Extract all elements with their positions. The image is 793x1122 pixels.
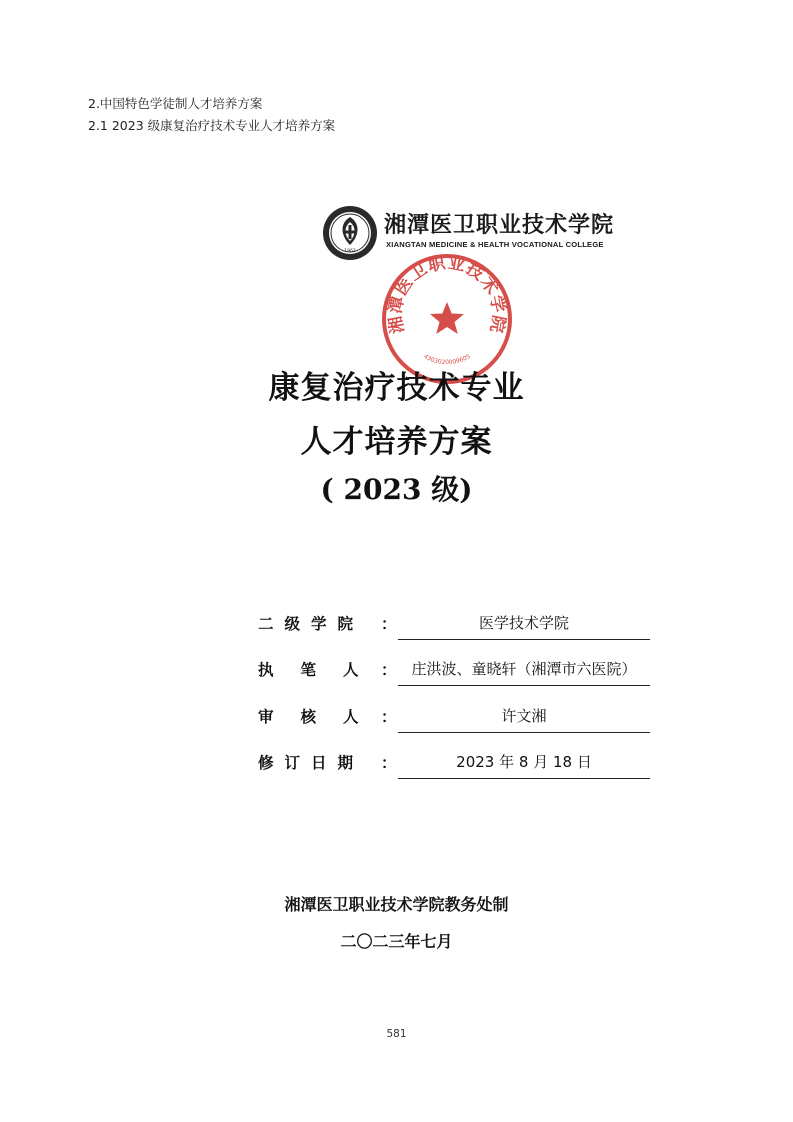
info-row-revision-date <box>258 751 650 781</box>
college-emblem-icon <box>322 205 378 261</box>
underline <box>398 685 650 686</box>
info-label: 二级学院 <box>258 615 365 633</box>
info-row-college <box>258 612 650 642</box>
underline <box>398 732 650 733</box>
info-colon: ： <box>381 661 397 679</box>
info-value-author: 庄洪波、童晓轩（湘潭市六医院） <box>411 660 637 678</box>
info-row-author <box>258 658 650 688</box>
document-title: 康复治疗技术专业 <box>268 370 525 406</box>
underline <box>398 639 650 640</box>
underline <box>398 778 650 779</box>
info-label: 执笔人 <box>258 661 386 679</box>
seal-number: 4303020009605 <box>422 353 472 367</box>
info-colon: ： <box>381 708 397 726</box>
info-label: 审核人 <box>258 708 386 726</box>
seal-star-icon <box>430 302 464 334</box>
page-number: 581 <box>386 1028 407 1040</box>
info-value-revision-date: 2023 年 8 月 18 日 <box>456 753 592 771</box>
college-name-en: XIANGTAN MEDICINE & HEALTH VOCATIONAL COLLEGE <box>386 240 604 249</box>
section-heading: 2.中国特色学徒制人才培养方案 <box>88 96 263 111</box>
info-value-reviewer: 许文湘 <box>501 707 547 725</box>
info-colon: ： <box>381 615 397 633</box>
info-label: 修订日期 <box>258 754 365 772</box>
emblem-year: 1962 <box>344 249 356 254</box>
document-subtitle: 人才培养方案 <box>300 424 493 460</box>
info-value-college: 医学技术学院 <box>478 614 569 632</box>
issue-date: 二〇二三年七月 <box>340 932 453 951</box>
info-row-reviewer <box>258 705 650 735</box>
issuer: 湘潭医卫职业技术学院教务处制 <box>284 895 509 914</box>
subsection-heading: 2.1 2023 级康复治疗技术专业人才培养方案 <box>88 118 336 133</box>
info-colon: ： <box>381 754 397 772</box>
college-name-cn: 湘潭医卫职业技术学院 <box>384 212 615 238</box>
seal-text: 湘潭医卫职业技术学院 <box>385 252 509 336</box>
document-cohort: ( 2023 级) <box>320 473 473 506</box>
